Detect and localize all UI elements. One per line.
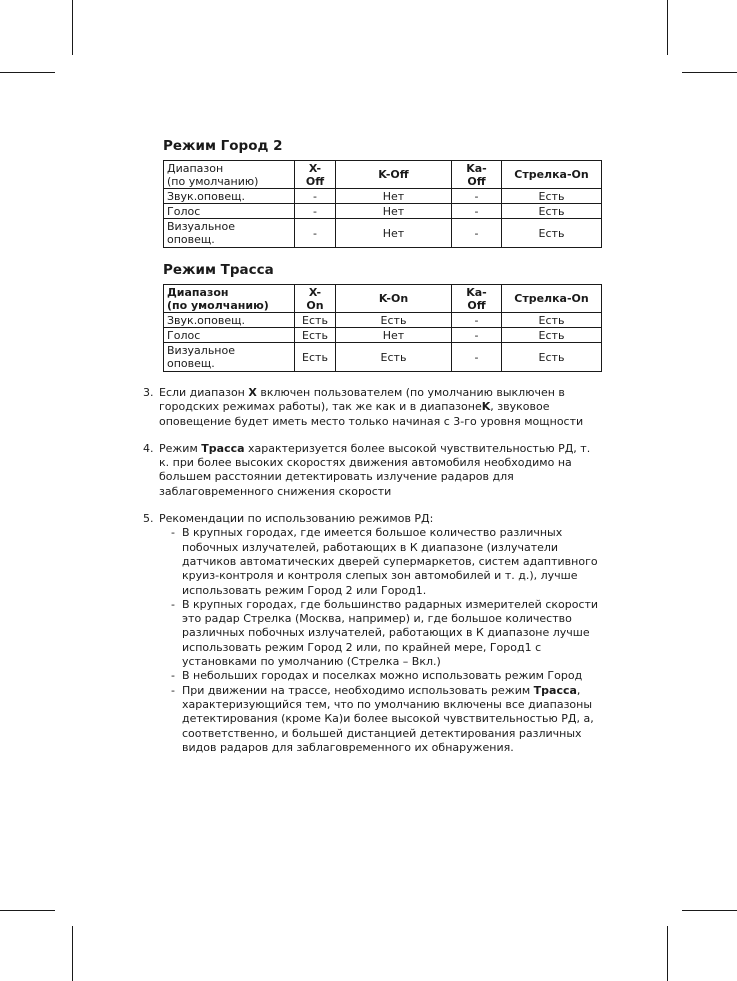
crop-mark — [72, 926, 73, 981]
table-cell: - — [295, 189, 336, 204]
table-row — [164, 189, 602, 204]
note-text — [159, 442, 603, 499]
table-cell: Диапазон (по умолчанию) — [164, 285, 295, 313]
table-cell: Есть — [295, 343, 336, 372]
table-cell: Визуальное оповещ. — [164, 219, 295, 248]
crop-mark — [0, 72, 55, 73]
table-row — [164, 343, 602, 372]
table-cell: Есть — [502, 219, 602, 248]
table-cell: K-Off — [336, 161, 452, 189]
table-cell: Голос — [164, 328, 295, 343]
table-cell: X- Off — [295, 161, 336, 189]
list-item-text: В небольших городах и поселках можно использовать режим Город — [182, 669, 583, 683]
mode-table-highway — [163, 284, 602, 372]
dash-bullet: - — [171, 669, 175, 683]
table-cell: Звук.оповещ. — [164, 313, 295, 328]
table-cell: - — [452, 313, 502, 328]
table-cell: Есть — [502, 189, 602, 204]
text-run: Режим — [159, 441, 202, 455]
note-5 — [143, 512, 603, 755]
table-row — [164, 219, 602, 248]
list-item-text — [182, 684, 603, 755]
crop-mark — [682, 72, 737, 73]
table-cell: Есть — [295, 313, 336, 328]
text-bold: Трасса — [201, 441, 245, 455]
text-run: Если диапазон — [159, 386, 249, 399]
table-cell: Есть — [295, 328, 336, 343]
note-number: 5. — [143, 512, 154, 526]
text-bold: Трасса — [533, 683, 577, 697]
text-run: включен пользователем (по умолчанию выключен в городских режимах работы), так же как и в диапазоне — [159, 386, 565, 414]
text-run: , характеризующийся тем, что по умолчанию включены все диапазоны детектирования (кроме Ка)и более высокой чувствительностью РД, а, соответственно, и большей дистанцией детектирования различных видов радаров для заблаговременного их обнаружения. — [182, 683, 594, 754]
table-header-row — [164, 285, 602, 313]
text-bold: X — [248, 386, 257, 399]
table-cell: - — [295, 219, 336, 248]
crop-mark — [682, 910, 737, 911]
note-4 — [143, 442, 603, 499]
table-cell: Визуальное оповещ. — [164, 343, 295, 372]
table-cell: Есть — [502, 328, 602, 343]
table-cell: Нет — [336, 204, 452, 219]
table-cell: Диапазон (по умолчанию) — [164, 161, 295, 189]
note-number: 3. — [143, 386, 154, 399]
section-title-city2: Режим Город 2 — [163, 138, 283, 154]
list-item — [159, 669, 603, 683]
list-item — [159, 598, 603, 669]
table-cell: - — [452, 204, 502, 219]
table-cell: Звук.оповещ. — [164, 189, 295, 204]
note-number: 4. — [143, 441, 154, 455]
table-cell: - — [452, 343, 502, 372]
text-run: , звуковое оповещение будет иметь место только начиная с 3-го уровня мощности — [159, 400, 584, 428]
text-run: характеризуется более высокой чувствительностью РД, т. к. при более высоких скоростях движения автомобиля необходимо на большем расстоянии детектировать излучение радаров для заблаговременного снижения скорости — [159, 441, 591, 498]
section-title-highway: Режим Трасса — [163, 262, 274, 278]
crop-mark — [667, 926, 668, 981]
table-cell: Стрелка-On — [502, 161, 602, 189]
table-cell: Нет — [336, 328, 452, 343]
table-cell: Есть — [336, 343, 452, 372]
crop-mark — [667, 0, 668, 55]
text-run: При движении на трассе, необходимо использовать режим — [182, 683, 534, 697]
dash-bullet: - — [171, 597, 175, 611]
table-cell: X- On — [295, 285, 336, 313]
note-3 — [143, 386, 603, 429]
table-cell: K-On — [336, 285, 452, 313]
table-cell: Голос — [164, 204, 295, 219]
table-row — [164, 204, 602, 219]
crop-mark — [0, 910, 55, 911]
table-cell: Ka- Off — [452, 285, 502, 313]
table-cell: - — [295, 204, 336, 219]
table-cell: - — [452, 189, 502, 204]
notes — [143, 386, 603, 768]
dash-bullet: - — [171, 683, 175, 697]
dash-bullet: - — [171, 526, 175, 540]
table-row — [164, 313, 602, 328]
note-text — [159, 386, 603, 429]
table-cell: Есть — [336, 313, 452, 328]
list-item — [159, 684, 603, 755]
table-header-row — [164, 161, 602, 189]
list-item-text: В крупных городах, где имеется большое количество различных побочных излучателей, работающих в К диапазоне (излучатели датчиков автоматических дверей супермаркетов, систем адаптивного круиз-контроля и контроля слепых зон автомобилей и т. д.), лучше использовать режим Город 2 или Город1. — [182, 526, 598, 597]
table-cell: - — [452, 219, 502, 248]
table-row — [164, 328, 602, 343]
mode-table-city2 — [163, 160, 602, 248]
table-cell: Нет — [336, 189, 452, 204]
list-item-text: В крупных городах, где большинство радарных измерителей скорости это радар Стрелка (Москва, например) и, где большое количество различных побочных излучателей, работающих в К диапазоне лучше использовать режим Город 2 или, по крайней мере, Город1 с установками по умолчанию (Стрелка – Вкл.) — [182, 597, 599, 669]
list-item — [159, 526, 603, 597]
crop-mark — [72, 0, 73, 55]
note-intro: Рекомендации по использованию режимов РД: — [159, 512, 434, 526]
table-cell: Нет — [336, 219, 452, 248]
table-cell: Есть — [502, 343, 602, 372]
table-cell: Есть — [502, 204, 602, 219]
table-cell: - — [452, 328, 502, 343]
table-cell: Стрелка-On — [502, 285, 602, 313]
table-cell: Ka- Off — [452, 161, 502, 189]
table-cell: Есть — [502, 313, 602, 328]
text-bold: K — [481, 400, 491, 414]
